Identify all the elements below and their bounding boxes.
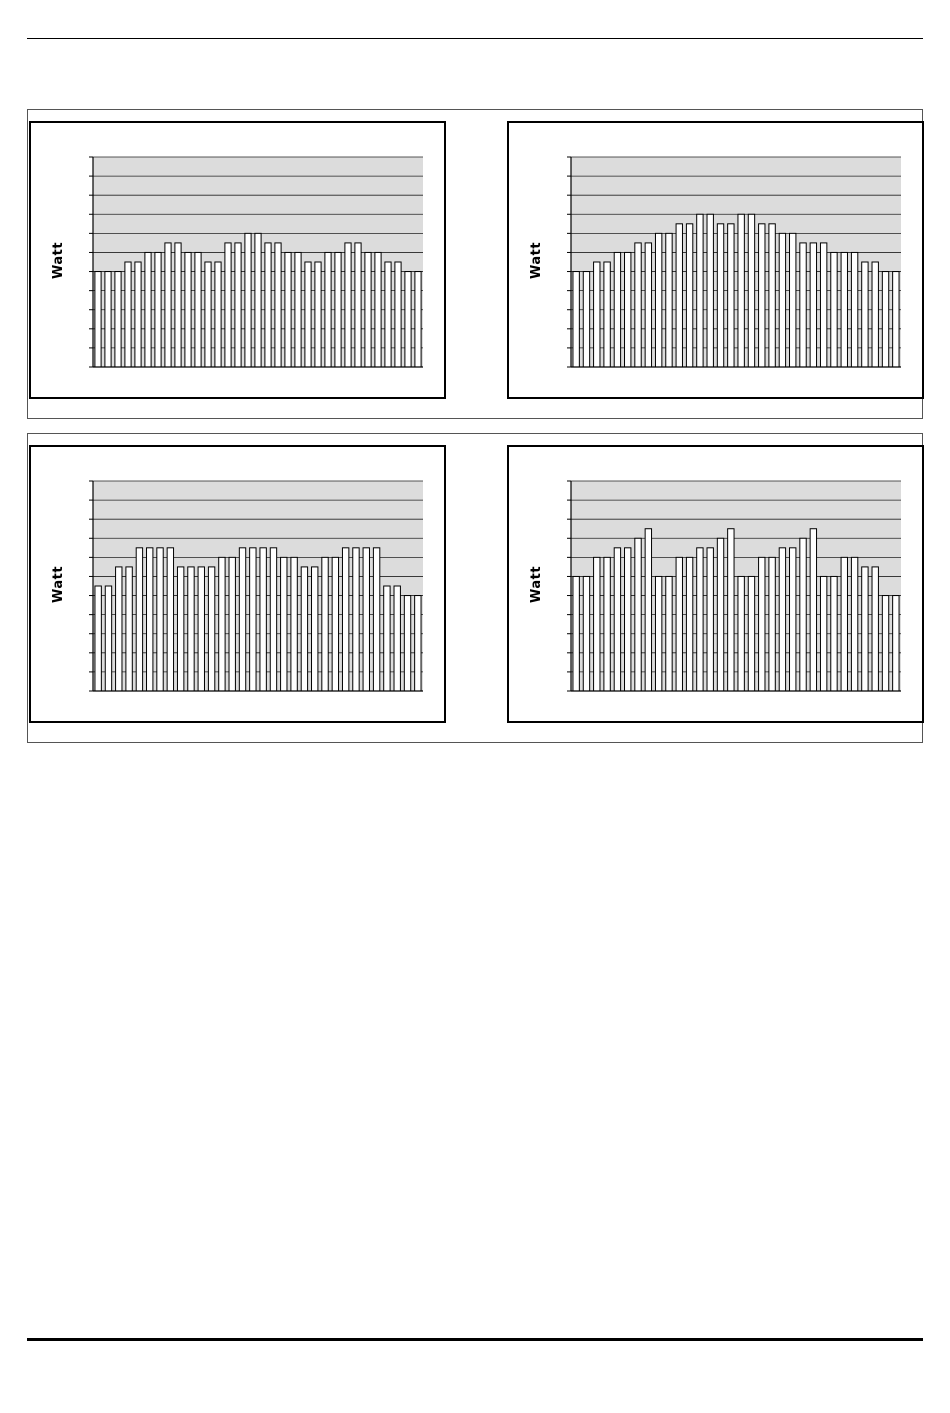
bar: [625, 252, 631, 367]
bottom-rule: [27, 1338, 923, 1341]
bar-chart: [31, 123, 444, 397]
chart-row-2: [27, 433, 923, 743]
bar: [312, 567, 318, 691]
bar: [155, 252, 161, 367]
bar: [301, 567, 307, 691]
bar: [394, 586, 400, 691]
bar: [882, 596, 888, 691]
bar: [415, 596, 421, 691]
bar: [666, 233, 672, 367]
bar: [135, 262, 141, 367]
bar: [219, 557, 225, 691]
bar: [676, 557, 682, 691]
y-axis-label: Watt: [51, 565, 67, 603]
bar: [335, 252, 341, 367]
bar: [728, 224, 734, 367]
bar: [177, 567, 183, 691]
top-rule: [27, 38, 923, 39]
bar: [625, 548, 631, 691]
bar: [697, 548, 703, 691]
bar: [800, 538, 806, 691]
bar: [872, 567, 878, 691]
bar: [404, 596, 410, 691]
bar: [363, 548, 369, 691]
bar: [707, 548, 713, 691]
bar: [872, 262, 878, 367]
bar: [769, 224, 775, 367]
bar: [116, 567, 122, 691]
bar: [157, 548, 163, 691]
bar: [614, 252, 620, 367]
bar: [820, 243, 826, 367]
bar: [225, 243, 231, 367]
bar: [759, 224, 765, 367]
bar: [395, 262, 401, 367]
bar: [167, 548, 173, 691]
bar: [769, 557, 775, 691]
bar: [728, 529, 734, 691]
bar: [188, 567, 194, 691]
bar: [841, 252, 847, 367]
bar: [851, 557, 857, 691]
bar: [235, 243, 241, 367]
chart-panel: [507, 445, 924, 723]
bar: [325, 252, 331, 367]
bar: [748, 576, 754, 691]
bar: [165, 243, 171, 367]
bar: [291, 557, 297, 691]
bar: [175, 243, 181, 367]
bar: [738, 214, 744, 367]
bar: [645, 529, 651, 691]
bar: [573, 576, 579, 691]
bar: [666, 576, 672, 691]
y-axis-label: Watt: [529, 241, 545, 279]
bar: [105, 272, 111, 367]
bar: [147, 548, 153, 691]
bar: [375, 252, 381, 367]
bar: [748, 214, 754, 367]
bar: [594, 557, 600, 691]
bar: [126, 567, 132, 691]
bar: [810, 243, 816, 367]
bar: [820, 576, 826, 691]
bar: [185, 252, 191, 367]
bar: [831, 252, 837, 367]
bar: [295, 252, 301, 367]
bar: [345, 243, 351, 367]
bar: [800, 243, 806, 367]
bar-chart: [31, 447, 444, 721]
bar: [208, 567, 214, 691]
bar: [604, 262, 610, 367]
bar: [841, 557, 847, 691]
bar: [365, 252, 371, 367]
bar: [245, 233, 251, 367]
bar: [270, 548, 276, 691]
bar: [384, 586, 390, 691]
bar: [322, 557, 328, 691]
bar-chart: [509, 123, 922, 397]
bar: [645, 243, 651, 367]
bar: [255, 233, 261, 367]
bar: [862, 262, 868, 367]
y-axis-label: Watt: [51, 241, 67, 279]
bar: [205, 262, 211, 367]
bar: [717, 224, 723, 367]
bar: [342, 548, 348, 691]
bar: [250, 548, 256, 691]
bar: [655, 233, 661, 367]
y-axis-label: Watt: [529, 565, 545, 603]
bar: [831, 576, 837, 691]
bar: [594, 262, 600, 367]
bar: [215, 262, 221, 367]
bar: [779, 233, 785, 367]
bar: [145, 252, 151, 367]
bar: [353, 548, 359, 691]
bar: [95, 272, 101, 367]
chart-panel: [29, 121, 446, 399]
bar: [115, 272, 121, 367]
bar: [614, 548, 620, 691]
bar: [373, 548, 379, 691]
chart-panel: [507, 121, 924, 399]
bar: [332, 557, 338, 691]
bar: [275, 243, 281, 367]
bar: [260, 548, 266, 691]
bar: [862, 567, 868, 691]
bar: [790, 233, 796, 367]
bar: [686, 224, 692, 367]
bar: [229, 557, 235, 691]
bar: [635, 243, 641, 367]
bar: [265, 243, 271, 367]
bar: [583, 576, 589, 691]
bar: [717, 538, 723, 691]
bar: [779, 548, 785, 691]
bar: [136, 548, 142, 691]
bar: [405, 272, 411, 367]
bar: [281, 557, 287, 691]
bar: [676, 224, 682, 367]
bar: [95, 586, 101, 691]
chart-panel: [29, 445, 446, 723]
bar: [655, 576, 661, 691]
bar: [315, 262, 321, 367]
bar: [285, 252, 291, 367]
bar: [573, 272, 579, 367]
bar: [882, 272, 888, 367]
bar: [810, 529, 816, 691]
bar: [198, 567, 204, 691]
bar: [893, 272, 899, 367]
bar: [707, 214, 713, 367]
bar: [790, 548, 796, 691]
bar: [635, 538, 641, 691]
bar: [851, 252, 857, 367]
bar: [415, 272, 421, 367]
bar: [239, 548, 245, 691]
bar: [355, 243, 361, 367]
bar: [583, 272, 589, 367]
bar: [305, 262, 311, 367]
bar: [686, 557, 692, 691]
bar: [385, 262, 391, 367]
bar-chart: [509, 447, 922, 721]
chart-row-1: [27, 109, 923, 419]
bar: [738, 576, 744, 691]
bar: [759, 557, 765, 691]
bar: [105, 586, 111, 691]
bar: [893, 596, 899, 691]
bar: [697, 214, 703, 367]
bar: [195, 252, 201, 367]
bar: [604, 557, 610, 691]
bar: [125, 262, 131, 367]
